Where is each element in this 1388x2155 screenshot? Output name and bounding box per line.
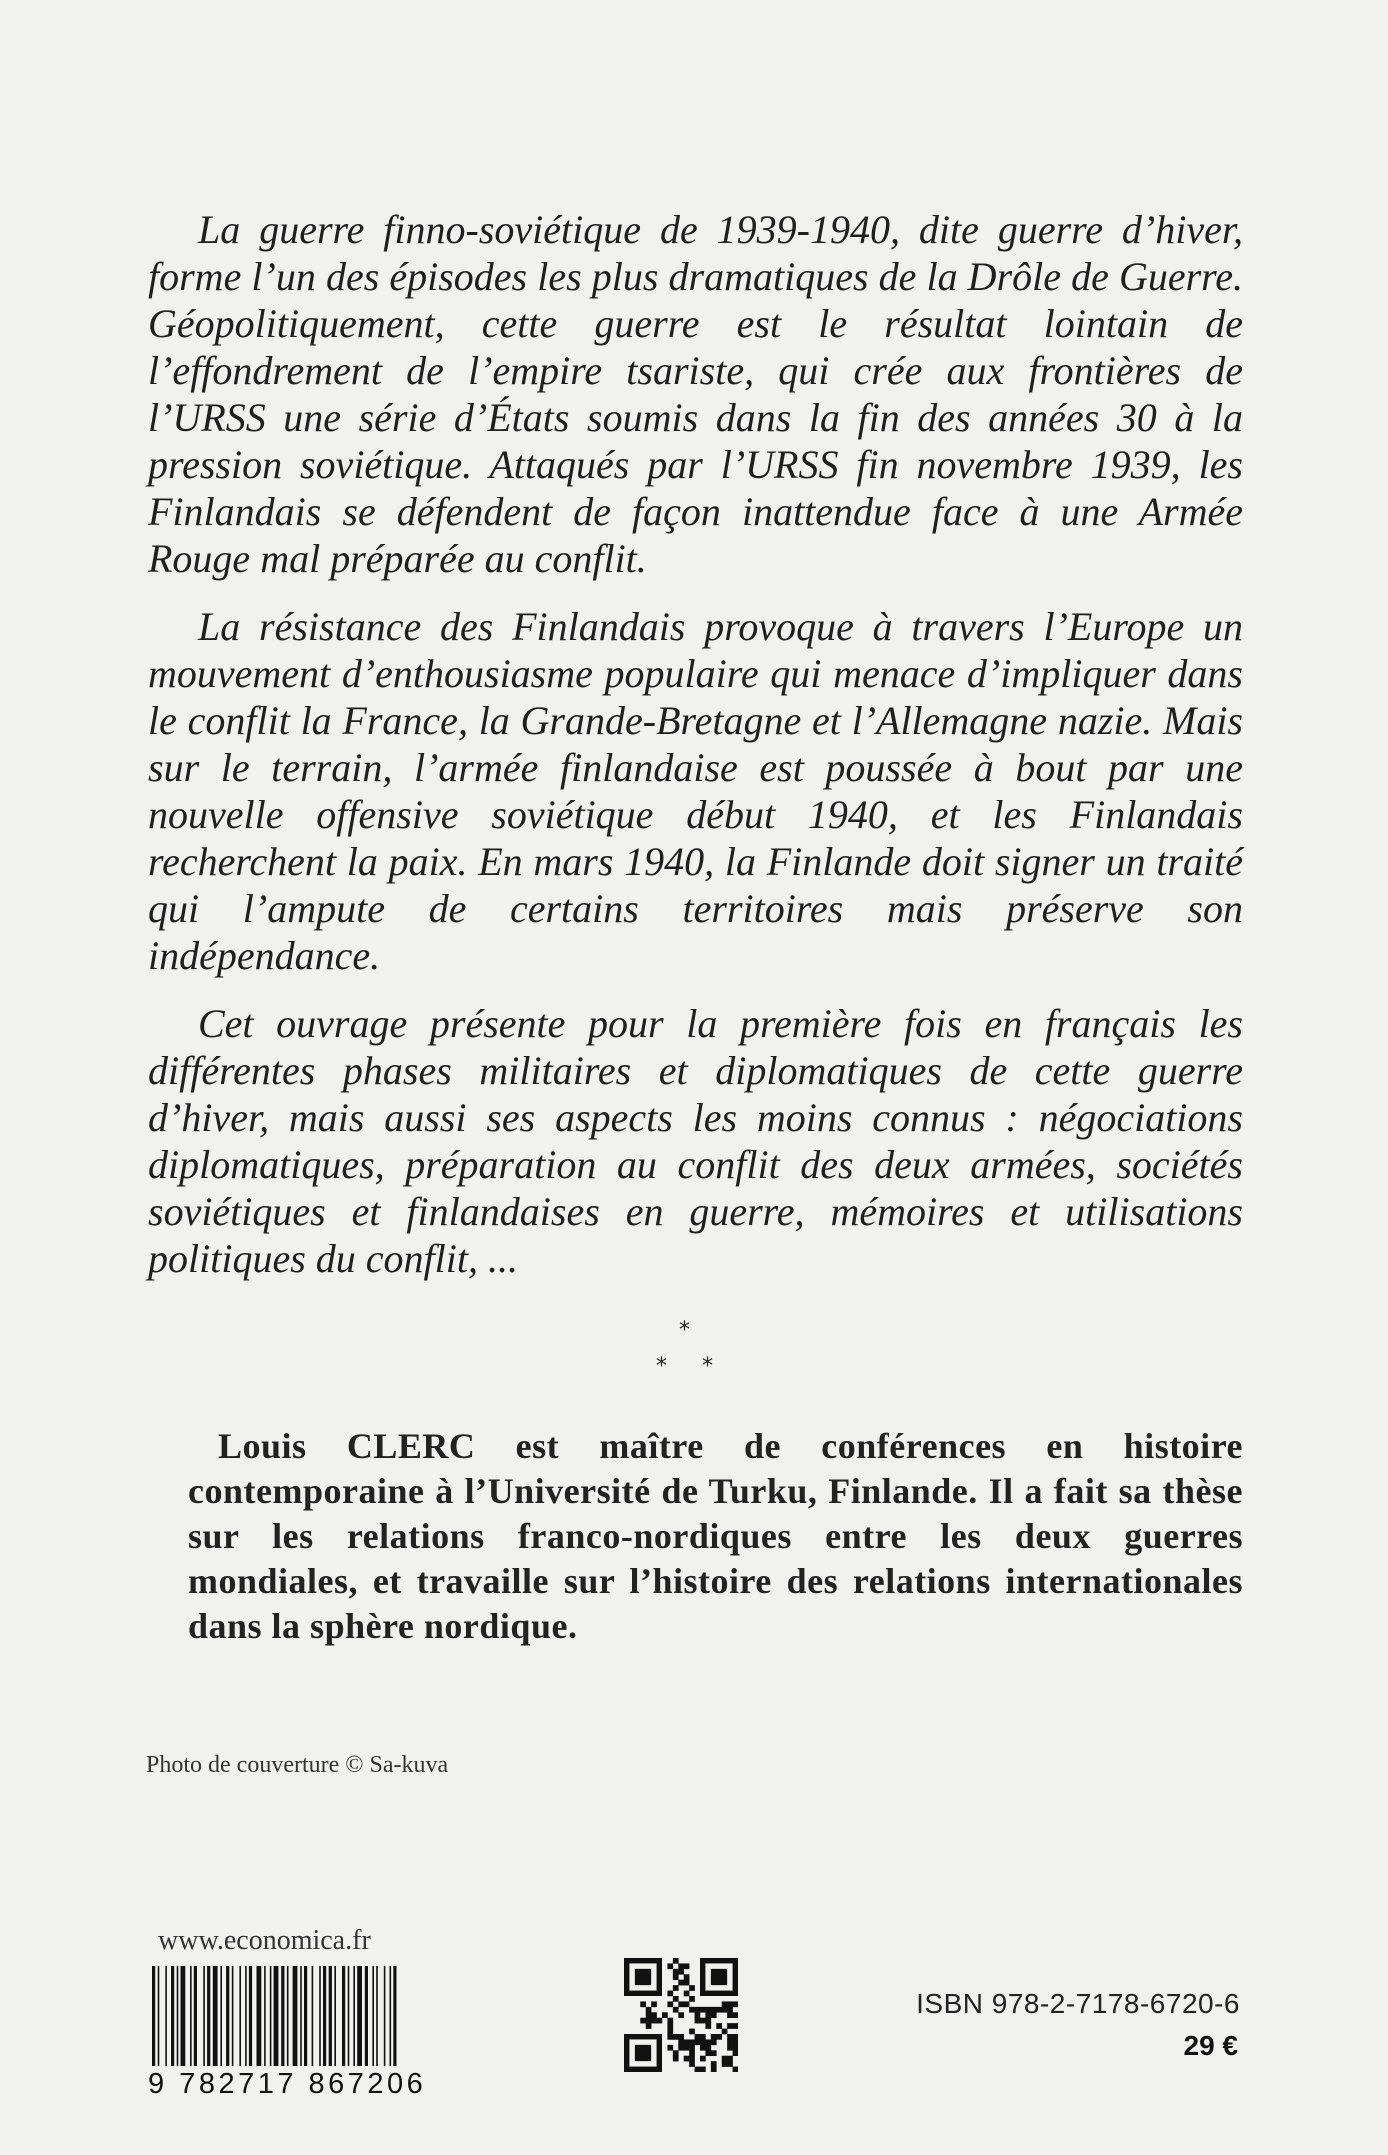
separator-star: *	[656, 1354, 667, 1379]
blurb-paragraph-1: La guerre finno-soviétique de 1939-1940, dite guerre d’hiver, forme l’un des épisodes les plus dramatiques de la Drôle de Guerre. Géopolitiquement, cette guerre est le résultat lointain de l’effondrement de l’empire tsariste, qui crée aux frontières de l’URSS une série d’États soumis dans la fin des années 30 à la pression soviétique. Attaqués par l’URSS fin novembre 1939, les Finlandais se défendent de façon inattendue face à une Armée Rouge mal préparée au conflit.	[148, 207, 1243, 581]
publisher-website[interactable]: www.economica.fr	[158, 1925, 371, 1956]
blurb-paragraph-3: Cet ouvrage présente pour la première fois en français les différentes phases militaires et diplomatiques de cette guerre d’hiver, mais aussi ses aspects les moins connus : négociations diplomatiques, préparation au conflit des deux armées, sociétés soviétiques et finlandaises en guerre, mémoires et utilisations politiques du conflit, ...	[148, 1001, 1243, 1281]
barcode-digits: 9 782717 867206	[148, 2068, 427, 2100]
separator-star: *	[702, 1354, 713, 1379]
isbn: ISBN 978-2-7178-6720-6	[916, 1988, 1240, 2019]
author-bio-text: Louis CLERC est maître de conférences en histoire contemporaine à l’Université de Turku, Finlande. Il a fait sa thèse sur les relations franco-nordiques entre les deux guerres mondiales, et travaille sur l’histoire des relations internationales dans la sphère nordique.	[188, 1426, 1243, 1646]
author-bio	[188, 1424, 1243, 1649]
separator-star: *	[679, 1318, 690, 1343]
barcode-icon	[148, 1966, 468, 2081]
blurb-paragraph-2: La résistance des Finlandais provoque à travers l’Europe un mouvement d’enthousiasme populaire qui menace d’impliquer dans le conflit la France, la Grande-Bretagne et l’Allemagne nazie. Mais sur le terrain, l’armée finlandaise est poussée à bout par une nouvelle offensive soviétique début 1940, et les Finlandais recherchent la paix. En mars 1940, la Finlande doit signer un traité qui l’ampute de certains territoires mais préserve son indépendance.	[148, 604, 1243, 978]
qr-code-icon	[624, 1958, 738, 2072]
photo-credit: Photo de couverture © Sa-kuva	[146, 1752, 449, 1778]
asterism-separator	[600, 1318, 780, 1378]
price: 29 €	[1183, 2030, 1238, 2061]
blurb	[148, 206, 1243, 1303]
